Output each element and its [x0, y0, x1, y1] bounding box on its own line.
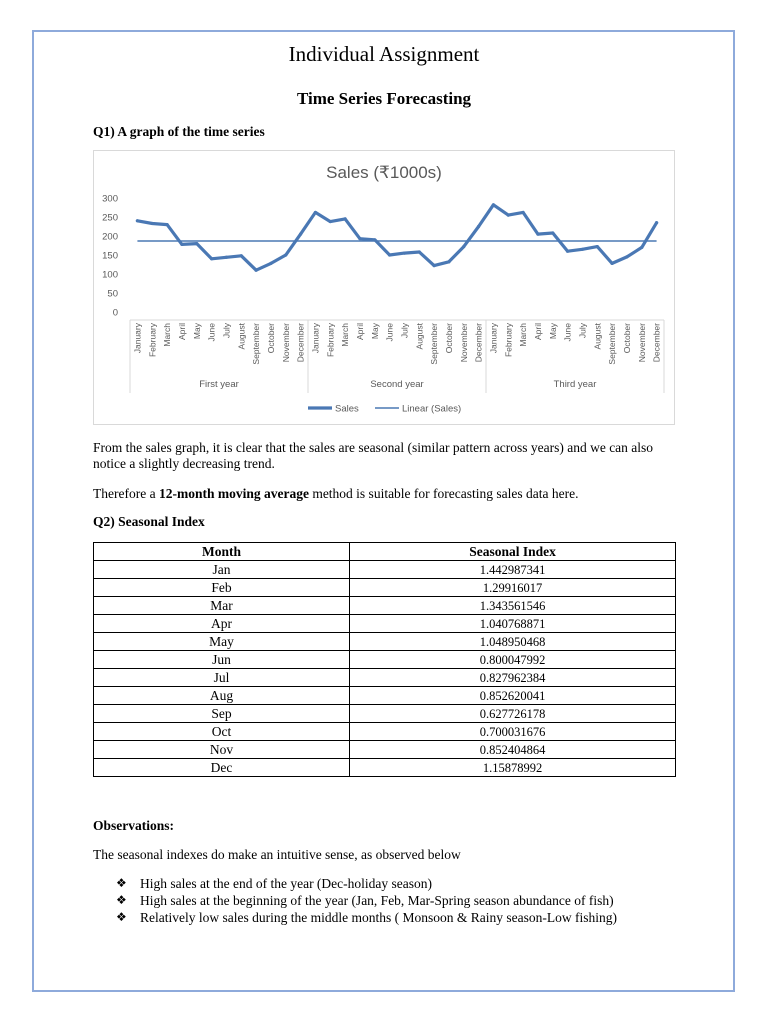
x-tick-label: November [458, 323, 469, 363]
observations-heading: Observations: [93, 818, 174, 833]
y-tick-label: 150 [102, 250, 118, 262]
method-prefix: Therefore a [93, 486, 159, 501]
x-tick-label: April [354, 323, 365, 341]
x-tick-label: May [191, 323, 202, 340]
sales-point [240, 254, 243, 257]
table-row [94, 687, 676, 705]
document-title: Individual Assignment [288, 42, 480, 66]
sales-point [596, 245, 599, 248]
x-tick-label: April [532, 323, 543, 341]
legend-label-trend: Linear (Sales) [402, 403, 462, 415]
sales-point [655, 221, 658, 224]
cell-month: Aug [94, 687, 350, 705]
sales-point [432, 264, 435, 267]
bullet-text: Relatively low sales during the middle months ( Monsoon & Rainy season-Low fishing) [140, 910, 617, 925]
x-tick-label: October [265, 323, 276, 354]
table-row [94, 597, 676, 615]
sales-point [195, 242, 198, 245]
cell-month: Jan [94, 561, 350, 579]
x-tick-label: March [340, 323, 351, 347]
cell-seasonal-index: 0.852404864 [350, 741, 676, 759]
list-item [116, 892, 617, 909]
cell-month: Oct [94, 723, 350, 741]
sales-point [165, 223, 168, 226]
y-tick-label: 300 [102, 193, 118, 205]
x-tick-label: January [310, 323, 321, 354]
sales-point [358, 237, 361, 240]
sales-point [314, 211, 317, 214]
x-tick-label: January [132, 323, 143, 354]
cell-month: Jul [94, 669, 350, 687]
x-tick-label: July [221, 323, 232, 339]
chart-title: Sales (₹1000s) [326, 163, 442, 182]
x-tick-label: August [236, 323, 247, 350]
x-tick-label: March [162, 323, 173, 347]
x-tick-label: August [592, 323, 603, 350]
x-tick-label: January [488, 323, 499, 354]
cell-month: Apr [94, 615, 350, 633]
x-tick-label: March [518, 323, 529, 347]
table-row [94, 561, 676, 579]
x-tick-label: November [636, 323, 647, 363]
sales-point [477, 225, 480, 228]
x-tick-label: June [206, 323, 217, 342]
group-label: Third year [553, 379, 597, 390]
x-tick-label: May [369, 323, 380, 340]
cell-month: Nov [94, 741, 350, 759]
x-tick-label: April [176, 323, 187, 341]
sales-point [269, 262, 272, 265]
bullet-text: High sales at the beginning of the year (Jan, Feb, Mar-Spring season abundance of fish) [140, 893, 614, 908]
sales-point [521, 211, 524, 214]
x-tick-label: September [607, 323, 618, 365]
table-header-row [94, 543, 676, 561]
table-row [94, 723, 676, 741]
sales-point [403, 252, 406, 255]
x-tick-label: September [251, 323, 262, 365]
sales-point [284, 253, 287, 256]
cell-seasonal-index: 0.827962384 [350, 669, 676, 687]
sales-point [507, 214, 510, 217]
cell-seasonal-index: 1.343561546 [350, 597, 676, 615]
table-row [94, 705, 676, 723]
y-tick-label: 250 [102, 212, 118, 224]
x-tick-label: July [577, 323, 588, 339]
x-tick-label: December [295, 323, 306, 363]
sales-point [447, 260, 450, 263]
x-tick-label: October [443, 323, 454, 354]
cell-seasonal-index: 1.29916017 [350, 579, 676, 597]
sales-point [640, 246, 643, 249]
cell-seasonal-index: 1.040768871 [350, 615, 676, 633]
diamond-bullet-icon: ❖ [116, 910, 127, 924]
method-bold: 12-month moving average [158, 486, 309, 501]
sales-point [536, 233, 539, 236]
sales-chart [93, 150, 675, 425]
x-tick-label: February [503, 323, 514, 358]
x-tick-label: February [147, 323, 158, 358]
table-row [94, 615, 676, 633]
chart-svg [94, 151, 676, 426]
cell-month: Feb [94, 579, 350, 597]
method-suffix: method is suitable for forecasting sales data here. [308, 486, 579, 501]
sales-line [137, 205, 656, 270]
group-label: Second year [370, 379, 424, 390]
sales-point [462, 245, 465, 248]
paragraph-method [93, 486, 683, 502]
x-tick-label: February [325, 323, 336, 358]
cell-seasonal-index: 0.700031676 [350, 723, 676, 741]
table-row [94, 633, 676, 651]
x-tick-label: July [399, 323, 410, 339]
sales-point [254, 269, 257, 272]
cell-seasonal-index: 0.852620041 [350, 687, 676, 705]
sales-point [151, 222, 154, 225]
sales-point [180, 243, 183, 246]
cell-month: Mar [94, 597, 350, 615]
group-label: First year [199, 379, 239, 390]
y-tick-label: 100 [102, 269, 118, 281]
sales-point [581, 248, 584, 251]
sales-point [625, 255, 628, 258]
sales-point [210, 257, 213, 260]
sales-point [551, 231, 554, 234]
q2-heading: Q2) Seasonal Index [93, 514, 205, 529]
paragraph-seasonal: From the sales graph, it is clear that the sales are seasonal (similar pattern across years) and we can also notice a slightly decreasing trend. [93, 440, 654, 471]
cell-seasonal-index: 1.15878992 [350, 759, 676, 777]
sales-point [418, 250, 421, 253]
cell-month: Sep [94, 705, 350, 723]
seasonal-index-table [93, 542, 676, 777]
table-row [94, 759, 676, 777]
sales-point [329, 220, 332, 223]
cell-month: Dec [94, 759, 350, 777]
x-tick-label: August [414, 323, 425, 350]
sales-point [566, 250, 569, 253]
list-item [116, 875, 617, 892]
x-tick-label: September [429, 323, 440, 365]
sales-point [610, 262, 613, 265]
y-tick-label: 50 [107, 288, 118, 300]
sales-point [492, 203, 495, 206]
x-tick-label: December [473, 323, 484, 363]
cell-seasonal-index: 1.442987341 [350, 561, 676, 579]
header-month: Month [94, 543, 350, 561]
cell-month: Jun [94, 651, 350, 669]
sales-point [136, 219, 139, 222]
table-row [94, 669, 676, 687]
sales-point [225, 256, 228, 259]
q1-heading: Q1) A graph of the time series [93, 124, 265, 139]
diamond-bullet-icon: ❖ [116, 893, 127, 907]
cell-month: May [94, 633, 350, 651]
x-tick-label: June [562, 323, 573, 342]
x-tick-label: June [384, 323, 395, 342]
x-tick-label: December [651, 323, 662, 363]
y-tick-label: 200 [102, 231, 118, 243]
table-row [94, 579, 676, 597]
table-row [94, 651, 676, 669]
bullet-text: High sales at the end of the year (Dec-holiday season) [140, 876, 433, 891]
x-tick-label: October [621, 323, 632, 354]
x-tick-label: November [280, 323, 291, 363]
sales-point [299, 233, 302, 236]
diamond-bullet-icon: ❖ [116, 876, 127, 890]
sales-point [343, 217, 346, 220]
legend-label-sales: Sales [335, 403, 359, 415]
observations-list [116, 875, 617, 926]
observations-intro: The seasonal indexes do make an intuitive sense, as observed below [93, 847, 461, 862]
x-tick-label: May [547, 323, 558, 340]
document-subtitle: Time Series Forecasting [296, 89, 472, 108]
table-row [94, 741, 676, 759]
cell-seasonal-index: 1.048950468 [350, 633, 676, 651]
sales-point [388, 253, 391, 256]
header-seasonal-index: Seasonal Index [350, 543, 676, 561]
list-item [116, 909, 617, 926]
sales-point [373, 238, 376, 241]
cell-seasonal-index: 0.627726178 [350, 705, 676, 723]
y-tick-label: 0 [112, 307, 118, 319]
cell-seasonal-index: 0.800047992 [350, 651, 676, 669]
